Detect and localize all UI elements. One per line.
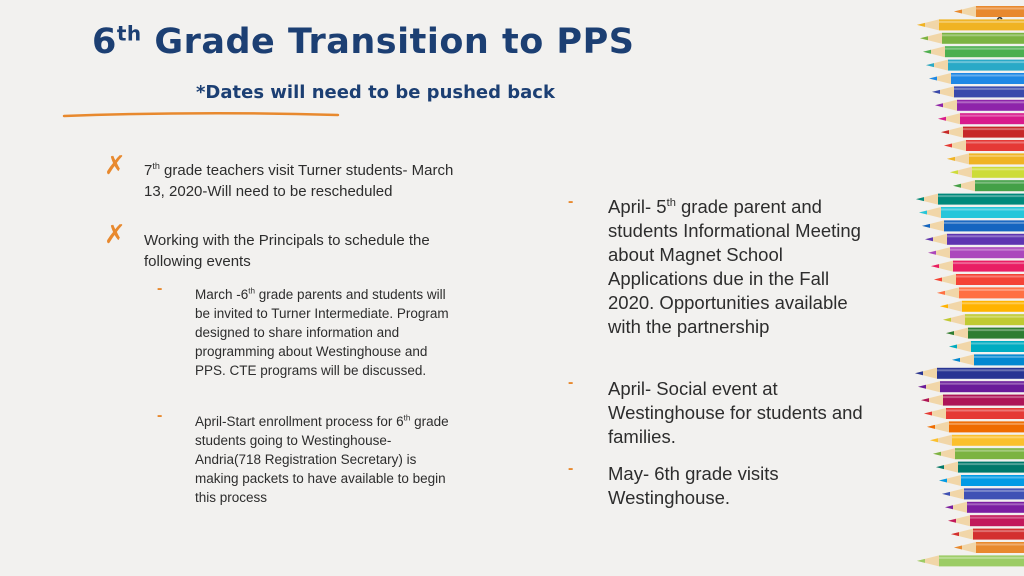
pencil-icon	[934, 274, 1024, 285]
pencil-icon	[933, 448, 1024, 459]
pencil-icon	[951, 529, 1024, 540]
pencil-icon	[926, 60, 1024, 71]
pencil-icon	[954, 6, 1024, 17]
pencil-icon	[917, 555, 1024, 566]
pencil-icon	[940, 301, 1024, 312]
pencil-icon	[932, 86, 1024, 97]
pencil-icon	[917, 19, 1024, 30]
left-subitem-2: April-Start enrollment process for 6th grade students going to Westinghouse- Andria(718 Registration Secretary) is making packets to have available to begin this process	[195, 413, 449, 505]
pencil-icon	[931, 261, 1024, 272]
pencil-icon	[927, 421, 1024, 432]
left-item-2: Working with the Principals to schedule the following events	[144, 232, 430, 270]
dash-bullet-icon: -	[157, 407, 163, 424]
slide-title: 6th Grade Transition to PPS	[92, 21, 635, 62]
pencil-icon	[925, 234, 1024, 245]
pencil-icon	[948, 515, 1024, 526]
pencil-icon	[919, 207, 1024, 218]
pencil-icon	[937, 287, 1024, 298]
pencil-icon	[949, 341, 1024, 352]
pencil-icon	[938, 113, 1024, 124]
pencil-icon	[952, 354, 1024, 365]
pencil-icon	[950, 167, 1024, 178]
pencil-icon	[916, 194, 1024, 205]
dash-bullet-icon: -	[157, 280, 163, 297]
pencil-icon	[920, 33, 1024, 44]
colored-pencils-decoration	[890, 0, 1024, 576]
right-item-2: April- Social event at Westinghouse for students and families.	[608, 378, 863, 447]
pencil-icon	[928, 247, 1024, 258]
right-item-3: May- 6th grade visits Westinghouse.	[608, 463, 779, 508]
pencil-icon	[930, 435, 1024, 446]
pencil-icon	[915, 368, 1024, 379]
pencil-icon	[935, 100, 1024, 111]
title-underline	[62, 110, 342, 120]
pencil-icon	[929, 73, 1024, 84]
pencil-icon	[947, 153, 1024, 164]
pencil-icon	[942, 488, 1024, 499]
pencil-icon	[953, 180, 1024, 191]
pencil-icon	[946, 328, 1024, 339]
pencil-icon	[941, 127, 1024, 138]
pencil-icon	[944, 140, 1024, 151]
pencil-icon	[954, 542, 1024, 553]
pencil-icon	[939, 475, 1024, 486]
left-subitem-1: March -6th grade parents and students will be invited to Turner Intermediate. Program designed to share information and programming about Westinghouse and PPS. CTE programs will be discussed.	[195, 286, 449, 378]
slide-subtitle: *Dates will need to be pushed back	[196, 82, 555, 103]
left-item-1: 7th grade teachers visit Turner students- March 13, 2020-Will need to be rescheduled	[144, 161, 454, 200]
pencil-icon	[943, 314, 1024, 325]
pencil-icon	[924, 408, 1024, 419]
pencil-icon	[945, 502, 1024, 513]
pencil-icon	[922, 220, 1024, 231]
right-item-1: April- 5th grade parent and students Informational Meeting about Magnet School Applications due in the Fall 2020. Opportunities available with the partnership	[608, 196, 861, 337]
pencil-icon	[923, 46, 1024, 57]
dash-bullet-icon: -	[568, 460, 574, 477]
dash-bullet-icon: -	[568, 193, 574, 210]
x-mark-icon: ✗	[104, 220, 126, 250]
x-mark-icon: ✗	[104, 151, 126, 181]
pencil-icon	[918, 381, 1024, 392]
pencil-icon	[936, 462, 1024, 473]
pencil-icon	[921, 395, 1024, 406]
dash-bullet-icon: -	[568, 374, 574, 391]
